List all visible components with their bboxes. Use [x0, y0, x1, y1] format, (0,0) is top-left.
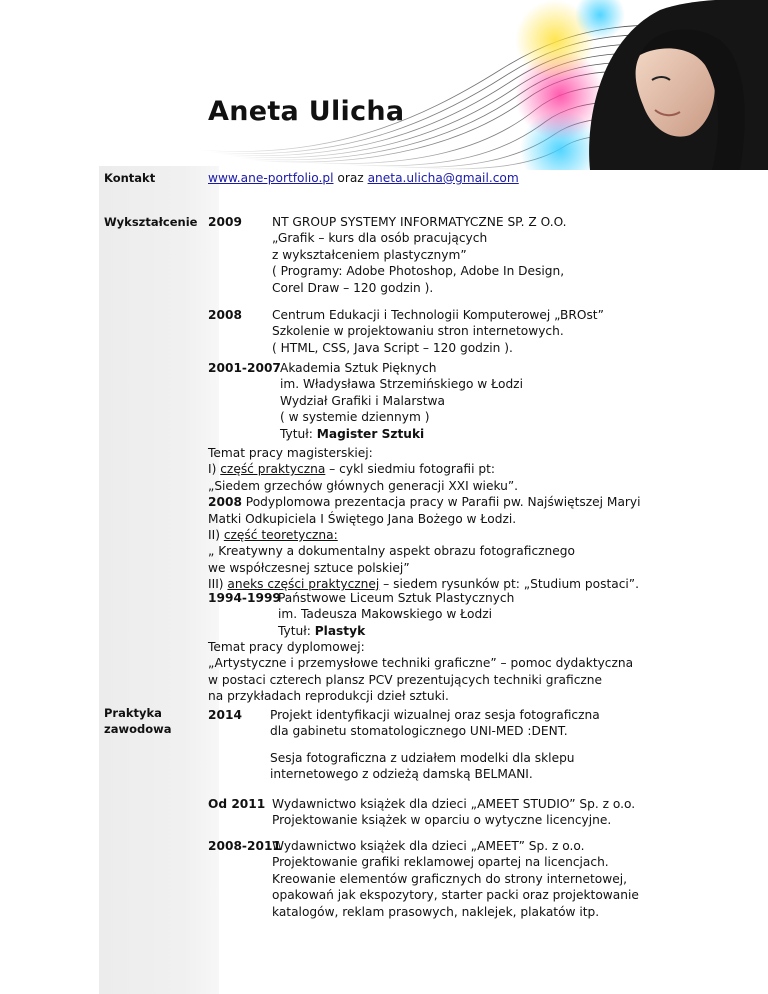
diploma-line: na przykładach reprodukcji dzieł sztuki. — [208, 689, 449, 704]
edu-line: „Grafik – kurs dla osób pracujących — [272, 231, 488, 246]
exp-entry-ameet-studio — [272, 796, 635, 829]
edu-year-2001-2007: 2001-2007 — [208, 361, 281, 375]
edu-line: Centrum Edukacji i Technologii Komputerowej „BROst” — [272, 308, 604, 322]
exp-year-2008-2011: 2008-2011 — [208, 839, 281, 853]
person-name: Aneta Ulicha — [208, 96, 405, 127]
exp-year-od-2011: Od 2011 — [208, 797, 266, 811]
exp-line: Wydawnictwo książek dla dzieci „AMEET STUDIO” Sp. z o.o. — [272, 797, 636, 811]
edu-year-2008: 2008 — [208, 308, 242, 322]
exp-line: katalogów, reklam prasowych, naklejek, plakatów itp. — [272, 904, 600, 919]
sidebar-background — [99, 166, 219, 994]
contact-connector: oraz — [333, 171, 368, 185]
edu-line: NT GROUP SYSTEMY INFORMATYCZNE SP. Z O.O. — [272, 215, 567, 229]
edu-line: Szkolenie w projektowaniu stron internetowych. — [272, 324, 564, 339]
presentation-text: Podyplomowa prezentacja pracy w Parafii pw. Najświętszej Maryi — [241, 495, 641, 510]
title-value: Magister Sztuki — [316, 426, 425, 441]
school-title-prefix: Tytuł: — [278, 623, 315, 638]
edu-line: Corel Draw – 120 godzin ). — [272, 280, 434, 295]
presentation-year: 2008 — [208, 495, 242, 510]
contact-line — [208, 170, 519, 186]
school-title — [278, 623, 514, 639]
thesis-part3-prefix: III) — [208, 577, 228, 592]
exp-line: opakowań jak ekspozytory, starter packi oraz projektowanie — [272, 888, 639, 903]
experience-label-line1: Praktyka — [104, 706, 162, 720]
exp-entry-2014-extra — [270, 750, 575, 783]
edu-line: Akademia Sztuk Pięknych — [280, 361, 437, 375]
school-line: Państwowe Liceum Sztuk Plastycznych — [278, 591, 515, 605]
exp-entry-ameet — [272, 838, 639, 920]
title-prefix: Tytuł: — [280, 426, 317, 441]
diploma-line: Temat pracy dyplomowej: — [208, 640, 365, 654]
exp-line: internetowego z odzieżą damską BELMANI. — [270, 767, 533, 782]
exp-entry-2014 — [270, 707, 600, 740]
edu-line: ( w systemie dziennym ) — [280, 410, 430, 425]
thesis-part2-prefix: II) — [208, 528, 224, 543]
edu-line: ( HTML, CSS, Java Script – 120 godzin ). — [272, 340, 513, 355]
thesis-part3-rest: – siedem rysunków pt: „Studium postaci”. — [379, 577, 639, 592]
website-link[interactable]: www.ane-portfolio.pl — [208, 171, 334, 185]
thesis-presentation-line2: Matki Odkupiciela I Świętego Jana Bożego w Łodzi. — [208, 511, 517, 526]
contact-label: Kontakt — [104, 171, 156, 185]
exp-line: dla gabinetu stomatologicznego UNI-MED :DENT. — [270, 724, 568, 739]
edu-line: ( Programy: Adobe Photoshop, Adobe In Design, — [272, 264, 565, 279]
thesis-part2-label: część teoretyczna: — [223, 528, 338, 543]
school-line: im. Tadeusza Makowskiego w Łodzi — [278, 607, 493, 622]
thesis-part1-prefix: I) — [208, 462, 221, 477]
diploma-line: „Artystyczne i przemysłowe techniki graficzne” – pomoc dydaktyczna — [208, 656, 634, 671]
thesis-part1-rest: – cykl siedmiu fotografii pt: — [325, 462, 495, 477]
thesis-heading: Temat pracy magisterskiej: — [208, 446, 373, 460]
email-link[interactable]: aneta.ulicha@gmail.com — [367, 171, 519, 185]
experience-label-line2: zawodowa — [104, 721, 172, 736]
edu-line: Wydział Grafiki i Malarstwa — [280, 393, 445, 408]
thesis-part1-title: „Siedem grzechów głównych generacji XXI wieku”. — [208, 478, 519, 493]
exp-line: Sesja fotograficzna z udziałem modelki dla sklepu — [270, 751, 575, 765]
edu-entry-2009 — [272, 214, 567, 296]
edu-entry-academy — [280, 360, 523, 442]
header-artwork — [0, 0, 768, 170]
edu-title — [280, 426, 523, 442]
thesis-part2-line2: we współczesnej sztuce polskiej” — [208, 560, 410, 575]
thesis-part3-label: aneks części praktycznej — [227, 577, 380, 592]
thesis-part2 — [208, 527, 641, 543]
edu-entry-2008 — [272, 307, 604, 356]
thesis-part1 — [208, 461, 641, 477]
diploma-line: w postaci czterech plansz PCV prezentujących techniki graficzne — [208, 672, 603, 687]
school-year: 1994-1999 — [208, 591, 281, 605]
experience-label — [104, 706, 172, 737]
education-label: Wykształcenie — [104, 215, 198, 229]
school-title-value: Plastyk — [314, 623, 366, 638]
thesis-part1-label: część praktyczna — [220, 462, 326, 477]
thesis-block — [208, 445, 641, 593]
edu-year-2009: 2009 — [208, 215, 242, 229]
edu-line: im. Władysława Strzemińskiego w Łodzi — [280, 377, 523, 392]
exp-line: Projekt identyfikacji wizualnej oraz sesja fotograficzna — [270, 708, 600, 722]
exp-line: Projektowanie książek w oparciu o wytyczne licencyjne. — [272, 813, 612, 828]
thesis-presentation — [208, 494, 641, 510]
exp-line: Kreowanie elementów graficznych do strony internetowej, — [272, 871, 627, 886]
thesis-part2-line1: „ Kreatywny a dokumentalny aspekt obrazu fotograficznego — [208, 544, 575, 559]
school-entry — [278, 590, 514, 639]
exp-line: Projektowanie grafiki reklamowej opartej na licencjach. — [272, 855, 609, 870]
exp-year-2014: 2014 — [208, 708, 242, 722]
edu-line: z wykształceniem plastycznym” — [272, 247, 467, 262]
diploma-block — [208, 639, 633, 705]
exp-line: Wydawnictwo książek dla dzieci „AMEET” Sp. z o.o. — [272, 839, 585, 853]
